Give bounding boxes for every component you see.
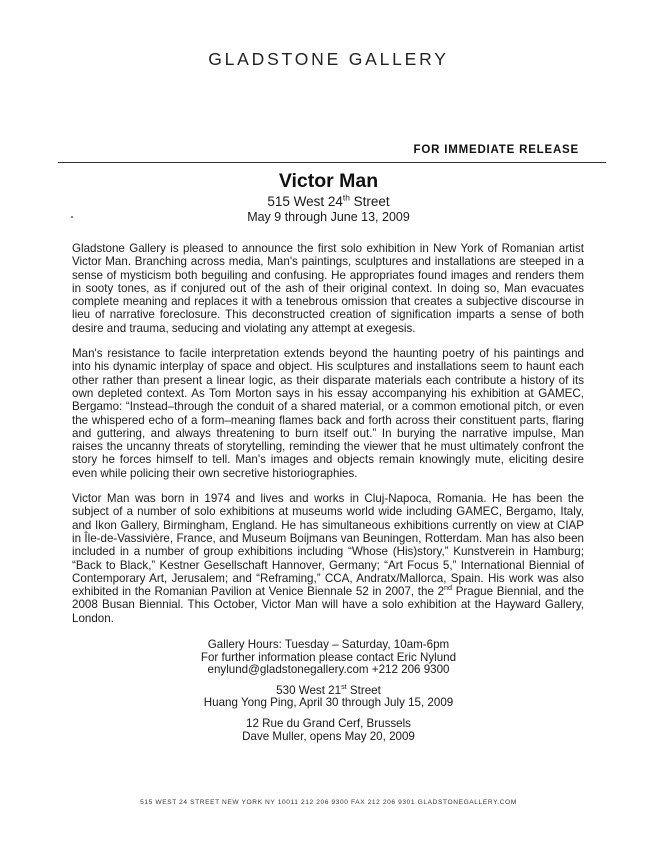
venue-21st-show: Huang Yong Ping, April 30 through July 15, 2009 — [203, 696, 454, 710]
contact-line: For further information please contact Eric Nylund — [200, 650, 457, 664]
contact-block — [0, 639, 657, 677]
venue-21st-suffix: st — [341, 681, 347, 691]
paragraph-intro: Gladstone Gallery is pleased to announce the first solo exhibition in New York of Romanian artist Victor Man. Branching across media, Man's paintings, sculptures and installations are steeped in a sense of mysticism both beguiling and confusing. He appropriates found images and renders them in sooty tones, as if conjured out of the ash of their original context. In doing so, Man evacuates complete meaning and replaces it with a tenebrous omission that creates a subjective discourse in lieu of narrative foreclosure. This deconstructed creation of signification imparts a sense of both desire and trauma, seducing and violating any attempt at exegesis. — [72, 242, 584, 335]
venue-21st-block — [0, 681, 657, 710]
letterhead-footer: 515 WEST 24 STREET NEW YORK NY 10011 212 206 9300 FAX 212 206 9301 GLADSTONEGALLERY.COM — [140, 799, 517, 806]
address-text: 515 West 24 — [267, 194, 343, 209]
scan-speck — [71, 216, 73, 218]
contact-email-phone: enylund@gladstonegallery.com +212 206 9300 — [207, 663, 450, 677]
bio-text-end: Prague Biennial, and the 2008 Busan Biennial. This October, Victor Man will have a solo exhibition at the Hayward Gallery, London. — [72, 585, 584, 625]
paragraph-biography — [72, 492, 584, 625]
venue-21st-street: Street — [346, 683, 381, 697]
artist-name: Victor Man — [278, 170, 379, 192]
bio-ordinal: nd — [444, 583, 453, 593]
gallery-info — [0, 639, 657, 751]
venue-21st-text: 530 West 21 — [276, 683, 342, 697]
address-street: Street — [349, 194, 390, 209]
exhibition-header — [0, 170, 657, 225]
venue-brussels-show: Dave Muller, opens May 20, 2009 — [242, 729, 415, 743]
gallery-hours: Gallery Hours: Tuesday – Saturday, 10am-6pm — [207, 638, 450, 651]
venue-brussels-address: 12 Rue du Grand Cerf, Brussels — [246, 716, 411, 730]
body-text — [72, 242, 584, 637]
header-rule — [58, 162, 606, 163]
gallery-logo: GLADSTONE GALLERY — [208, 49, 449, 69]
venue-brussels-block — [0, 718, 657, 743]
exhibition-dates: May 9 through June 13, 2009 — [247, 210, 410, 224]
bio-text: Victor Man was born in 1974 and lives and works in Cluj-Napoca, Romania. He has been the subject of a number of solo exhibitions at museums world wide including GAMEC, Bergamo, Italy, and Ikon Gallery, Birmingham, England. He has simultaneous exhibitions currently on view at CIAP in Île-de-Vassivière, France, and Museum Boijmans van Beuningen, Rotterdam. Man has also been included in a number of group exhibitions including “Whose (His)story,” Kunstverein in Hamburg; “Back to Black,” Kestner Gesellschaft Hannover, Germany; “Art Focus 5,” International Biennial of Contemporary Art, Jerusalem; and “Reframing,” CCA, Andratx/Mallorca, Spain. His work was also exhibited in the Romanian Pavilion at Venice Biennale 52 in 2007, the 2 — [72, 492, 584, 599]
release-label: FOR IMMEDIATE RELEASE — [413, 144, 579, 156]
exhibition-address — [0, 193, 657, 210]
paragraph-interpretation: Man's resistance to facile interpretation extends beyond the haunting poetry of his paintings and into his dynamic interplay of space and object. His sculptures and installations seem to haunt each other rather than present a linear logic, as their disparate materials each contribute a history of its own depleted context. As Tom Morton says in his essay accompanying his exhibition at GAMEC, Bergamo: “Instead–through the conduit of a shared material, or a common emotional pitch, or even the whispered echo of a form–meaning flames back and forth across their constituent parts, flaring and guttering, and always threatening to burn itself out.” In burying the narrative impulse, Man raises the uncanny threats of storytelling, reminding the viewer that he must ultimately confront the story he forces himself to tell. Man's images and objects remain knowingly mute, eliciting desire even while policing their own secretive historiographies. — [72, 347, 584, 480]
address-suffix: th — [342, 192, 350, 203]
